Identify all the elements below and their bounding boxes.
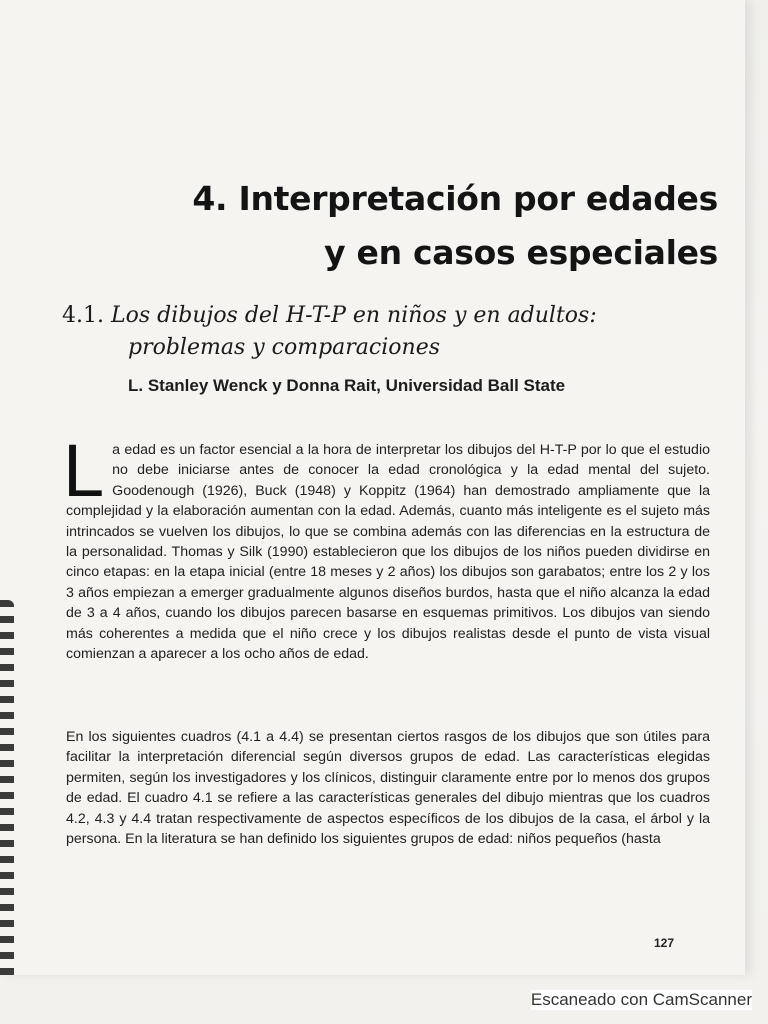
page-number: 127: [654, 936, 675, 950]
section-title-line2: problemas y comparaciones: [128, 335, 441, 360]
chapter-title-line2: y en casos especiales: [324, 233, 718, 272]
section-number: 4.1.: [62, 303, 104, 328]
spiral-binding: [0, 600, 14, 980]
drop-cap: L: [63, 429, 105, 512]
section-title: [62, 300, 702, 364]
paragraph-1-text: a edad es un factor esencial a la hora de interpretar los dibujos del H-T-P por lo que el estudio no debe iniciarse antes de conocer la edad cronológica y la edad mental del sujeto. Goodenough (1926), Buck (1948) y Koppitz (1964) han demostrado ampliamente que la complejidad y la elaboración aumentan con la edad. Además, cuanto más inteligente es el sujeto más intrincados se vuelven los dibujos, lo que se combina además con las diferencias en la estructura de la personalidad. Thomas y Silk (1990) establecieron que los dibujos de los niños pueden dividirse en cinco etapas: en la etapa inicial (entre 18 meses y 2 años) los dibujos son garabatos; entre los 2 y los 3 años empiezan a emerger gradualmente algunos diseños burdos, hasta que el niño alcanza la edad de 3 a 4 años, cuando los dibujos parecen basarse en esquemas primitivos. Los dibujos van siendo más coherentes a medida que el niño crece y los dibujos realistas desde el punto de vista visual comienzan a aparecer a los ocho años de edad.: [66, 442, 710, 663]
section-title-line1: Los dibujos del H-T-P en niños y en adultos:: [110, 303, 597, 328]
chapter-title: [98, 172, 718, 280]
paragraph-2: En los siguientes cuadros (4.1 a 4.4) se presentan ciertos rasgos de los dibujos que son útiles para facilitar la interpretación diferencial según diversos grupos de edad. Las características elegidas permiten, según los investigadores y los clínicos, distinguir claramente entre por lo menos dos grupos de edad. El cuadro 4.1 se refiere a las características generales del dibujo mientras que los cuadros 4.2, 4.3 y 4.4 tratan respectivamente de aspectos específicos de los dibujos de la casa, el árbol y la persona. En la literatura se han definido los siguientes grupos de edad: niños pequeños (hasta: [66, 729, 710, 848]
authors-line: L. Stanley Wenck y Donna Rait, Universidad Ball State: [128, 376, 566, 395]
chapter-title-line1: 4. Interpretación por edades: [192, 179, 718, 218]
camscanner-watermark: Escaneado con CamScanner: [530, 990, 752, 1009]
paragraph-1: [63, 429, 710, 664]
